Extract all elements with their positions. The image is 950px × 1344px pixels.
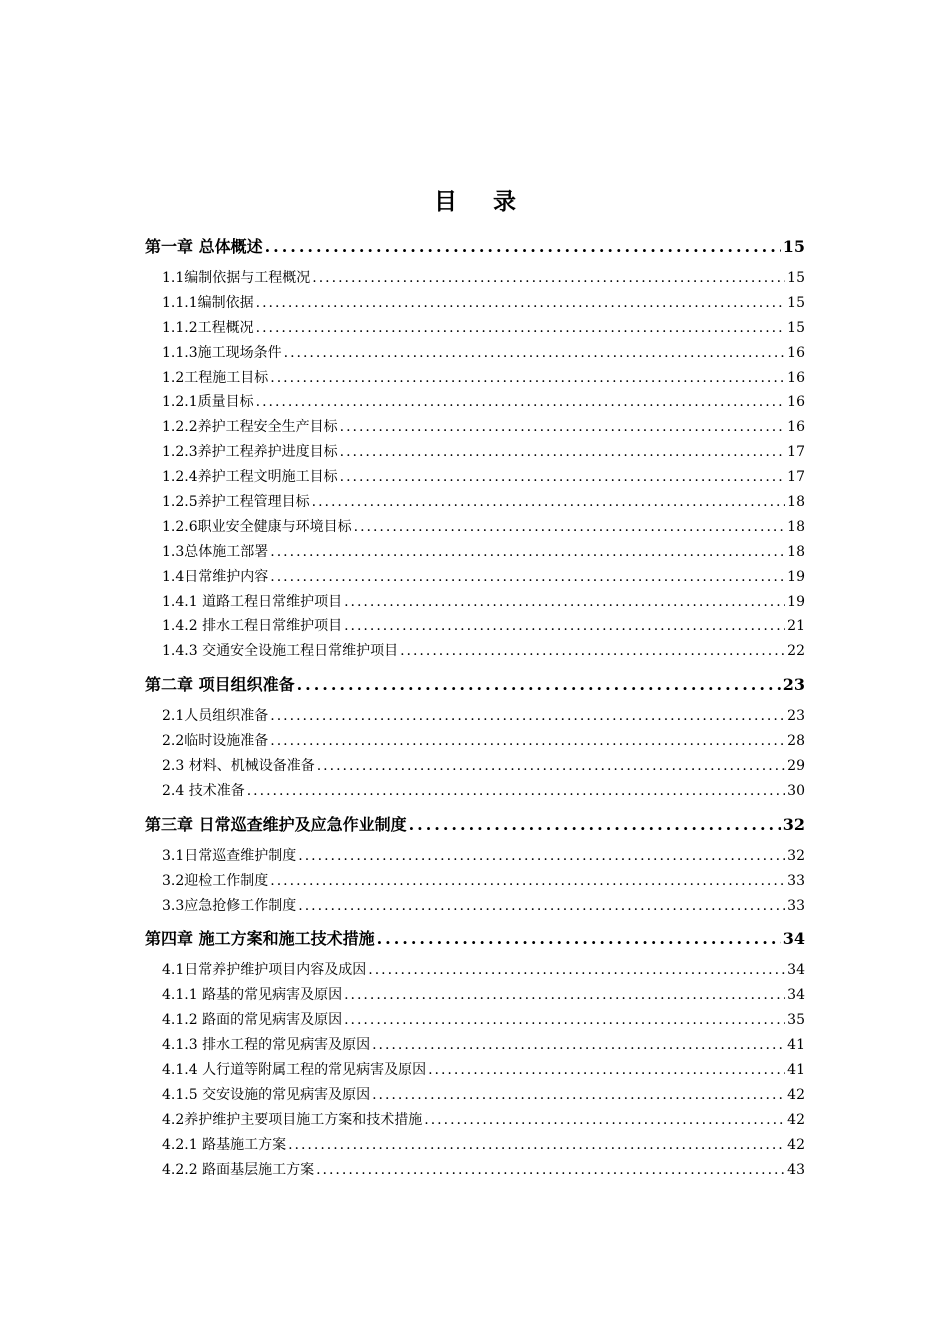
toc-page-number: 17 [787, 444, 805, 461]
toc-entry-label: 第三章 日常巡查维护及应急作业制度 [145, 814, 407, 834]
toc-entry-label: 4.1.5 交安设施的常见病害及原因 [162, 1086, 371, 1103]
toc-section-entry[interactable] [145, 291, 805, 316]
toc-dot-leader [344, 614, 785, 639]
toc-chapter-entry[interactable] [145, 810, 805, 839]
toc-entry-label: 2.4 技术准备 [162, 782, 245, 799]
toc-page-number: 22 [787, 643, 805, 660]
toc-entry-label: 第四章 施工方案和施工技术措施 [145, 929, 375, 949]
toc-page-number: 33 [787, 872, 805, 889]
toc-page-number: 18 [787, 543, 805, 560]
toc-dot-leader [400, 639, 785, 664]
toc-section-entry[interactable] [145, 729, 805, 754]
toc-dot-leader [340, 415, 786, 440]
toc-page-number: 15 [782, 237, 805, 256]
toc-section-entry[interactable] [145, 704, 805, 729]
toc-entry-label: 1.2.6职业安全健康与环境目标 [162, 518, 352, 535]
toc-page-number: 32 [782, 814, 805, 834]
toc-entry-label: 1.2.3养护工程养护进度目标 [162, 444, 338, 461]
toc-entry-label: 4.2.1 路基施工方案 [162, 1136, 287, 1153]
toc-page-number: 33 [787, 897, 805, 914]
toc-section-entry[interactable] [145, 565, 805, 590]
toc-entry-label: 4.1.4 人行道等附属工程的常见病害及原因 [162, 1062, 427, 1079]
toc-page-number: 35 [787, 1012, 805, 1029]
toc-section-entry[interactable] [145, 390, 805, 415]
toc-dot-leader [428, 1058, 785, 1083]
toc-page-number: 32 [787, 847, 805, 864]
page-title: 目 录 [433, 188, 530, 215]
toc-entry-label: 1.2.1质量目标 [162, 394, 254, 411]
toc-page-number: 16 [787, 344, 805, 361]
toc-section-entry[interactable] [145, 1108, 805, 1133]
toc-page-number: 16 [787, 394, 805, 411]
toc-dot-leader [247, 779, 785, 804]
toc-section-entry[interactable] [145, 341, 805, 366]
toc-section-entry[interactable] [145, 515, 805, 540]
toc-section-entry[interactable] [145, 639, 805, 664]
toc-entry-label: 4.1.3 排水工程的常见病害及原因 [162, 1037, 371, 1054]
toc-page-number: 41 [787, 1062, 805, 1079]
toc-dot-leader [377, 924, 781, 953]
toc-section-entry[interactable] [145, 1033, 805, 1058]
toc-dot-leader [340, 465, 786, 490]
toc-section-entry[interactable] [145, 1158, 805, 1183]
toc-dot-leader [270, 869, 785, 894]
toc-chapter-entry[interactable] [145, 924, 805, 953]
toc-entry-label: 4.1.1 路基的常见病害及原因 [162, 987, 343, 1004]
toc-entry-label: 1.1.1编制依据 [162, 294, 254, 311]
toc-section-entry[interactable] [145, 1083, 805, 1108]
toc-page-number: 42 [787, 1136, 805, 1153]
toc-chapter-entry[interactable] [145, 232, 805, 261]
toc-dot-leader [312, 266, 785, 291]
toc-entry-label: 1.4.3 交通安全设施工程日常维护项目 [162, 643, 399, 660]
toc-section-entry[interactable] [145, 316, 805, 341]
toc-page-number: 18 [787, 518, 805, 535]
toc-dot-leader [256, 316, 786, 341]
toc-dot-leader [354, 515, 786, 540]
toc-page-number: 19 [787, 593, 805, 610]
toc-page-number: 15 [787, 270, 805, 286]
toc-section-entry[interactable] [145, 490, 805, 515]
toc-dot-leader [256, 291, 786, 316]
toc-section-entry[interactable] [145, 983, 805, 1008]
toc-page-number: 17 [787, 469, 805, 486]
toc-dot-leader [298, 844, 785, 869]
toc-page-number: 29 [787, 758, 805, 775]
toc-entry-label: 3.3应急抢修工作制度 [162, 897, 297, 914]
toc-page-number: 18 [787, 494, 805, 511]
toc-page-number: 19 [787, 568, 805, 585]
toc-page-number: 16 [787, 369, 805, 386]
toc-dot-leader [312, 490, 786, 515]
toc-section-entry[interactable] [145, 869, 805, 894]
toc-dot-leader [372, 1083, 785, 1108]
toc-dot-leader [316, 1158, 785, 1183]
toc-page-number: 23 [787, 708, 805, 725]
toc-section-entry[interactable] [145, 590, 805, 615]
toc-page-number: 15 [787, 319, 805, 336]
toc-entry-label: 4.2.2 路面基层施工方案 [162, 1161, 315, 1178]
toc-page-number: 42 [787, 1111, 805, 1128]
toc-section-entry[interactable] [145, 754, 805, 779]
toc-entry-label: 2.2临时设施准备 [162, 733, 269, 750]
toc-section-entry[interactable] [145, 894, 805, 919]
toc-dot-leader [424, 1108, 785, 1133]
toc-section-entry[interactable] [145, 614, 805, 639]
toc-page-number: 28 [787, 733, 805, 750]
toc-page-number: 16 [787, 419, 805, 436]
toc-page-number: 23 [782, 675, 805, 695]
toc-section-entry[interactable] [145, 440, 805, 465]
toc-page-number: 34 [787, 962, 805, 979]
table-of-contents [145, 232, 805, 1183]
toc-dot-leader [372, 1033, 785, 1058]
toc-section-entry[interactable] [145, 1058, 805, 1083]
toc-section-entry[interactable] [145, 779, 805, 804]
toc-entry-label: 3.2迎检工作制度 [162, 872, 269, 889]
toc-page-number: 34 [787, 987, 805, 1004]
toc-entry-label: 1.2.4养护工程文明施工目标 [162, 469, 338, 486]
toc-dot-leader [270, 366, 785, 391]
toc-section-entry[interactable] [145, 266, 805, 291]
toc-entry-label: 1.3总体施工部署 [162, 543, 269, 560]
toc-entry-label: 1.1.3施工现场条件 [162, 344, 282, 361]
toc-section-entry[interactable] [145, 1133, 805, 1158]
toc-entry-label: 1.1.2工程概况 [162, 319, 254, 336]
toc-entry-label: 3.1日常巡查维护制度 [162, 847, 297, 864]
toc-section-entry[interactable] [145, 844, 805, 869]
toc-section-entry[interactable] [145, 366, 805, 391]
toc-dot-leader [317, 754, 785, 779]
toc-dot-leader [265, 232, 781, 261]
toc-entry-label: 1.4.2 排水工程日常维护项目 [162, 618, 343, 635]
toc-page-number: 34 [782, 929, 805, 949]
toc-dot-leader [368, 958, 785, 983]
toc-section-entry[interactable] [145, 415, 805, 440]
toc-entry-label: 1.2.5养护工程管理目标 [162, 494, 310, 511]
toc-page-number: 15 [787, 294, 805, 311]
toc-dot-leader [270, 704, 785, 729]
toc-entry-label: 第一章 总体概述 [145, 237, 263, 256]
toc-entry-label: 1.4日常维护内容 [162, 568, 269, 585]
toc-section-entry[interactable] [145, 958, 805, 983]
toc-section-entry[interactable] [145, 465, 805, 490]
toc-entry-label: 4.1.2 路面的常见病害及原因 [162, 1012, 343, 1029]
toc-section-entry[interactable] [145, 1008, 805, 1033]
toc-page-number: 21 [787, 618, 805, 635]
toc-dot-leader [409, 810, 781, 839]
toc-dot-leader [270, 729, 785, 754]
toc-dot-leader [298, 894, 785, 919]
toc-page-number: 43 [787, 1161, 805, 1178]
toc-page-number: 42 [787, 1086, 805, 1103]
toc-page-number: 41 [787, 1037, 805, 1054]
toc-entry-label: 4.2养护维护主要项目施工方案和技术措施 [162, 1111, 423, 1128]
toc-entry-label: 4.1日常养护维护项目内容及成因 [162, 962, 367, 979]
toc-dot-leader [270, 540, 785, 565]
toc-entry-label: 2.1人员组织准备 [162, 708, 269, 725]
toc-entry-label: 1.2工程施工目标 [162, 369, 269, 386]
toc-chapter-entry[interactable] [145, 670, 805, 699]
toc-entry-label: 1.1编制依据与工程概况 [162, 270, 311, 286]
toc-dot-leader [344, 983, 785, 1008]
toc-entry-label: 1.4.1 道路工程日常维护项目 [162, 593, 343, 610]
toc-dot-leader [297, 670, 781, 699]
toc-dot-leader [270, 565, 785, 590]
toc-entry-label: 1.2.2养护工程安全生产目标 [162, 419, 338, 436]
toc-entry-label: 2.3 材料、机械设备准备 [162, 758, 315, 775]
toc-entry-label: 第二章 项目组织准备 [145, 675, 295, 695]
toc-dot-leader [344, 1008, 785, 1033]
toc-dot-leader [284, 341, 786, 366]
toc-section-entry[interactable] [145, 540, 805, 565]
toc-dot-leader [344, 590, 785, 615]
toc-dot-leader [288, 1133, 785, 1158]
toc-page-number: 30 [787, 782, 805, 799]
toc-dot-leader [340, 440, 786, 465]
toc-dot-leader [256, 390, 786, 415]
